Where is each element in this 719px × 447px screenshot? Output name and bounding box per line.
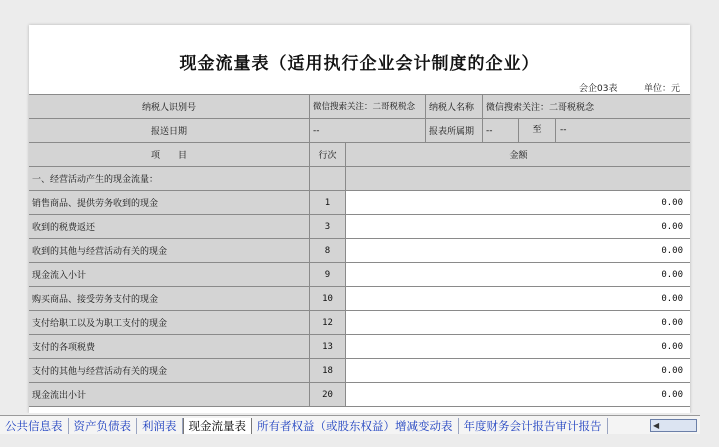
row-amount-cell	[346, 167, 691, 191]
sheet-tabs	[0, 415, 700, 434]
sheet-tab[interactable]: 利润表	[137, 418, 183, 434]
taxpayer-id-field[interactable]: 微信搜索关注：二哥税税念	[310, 95, 426, 119]
horizontal-scrollbar[interactable]	[650, 419, 697, 432]
item-column-header: 项 目	[29, 143, 310, 167]
period-label: 报表所属期	[426, 119, 483, 143]
row-item-label: 支付的其他与经营活动有关的现金	[29, 359, 310, 383]
row-item-label: 支付给职工以及为职工支付的现金	[29, 311, 310, 335]
scroll-left-icon[interactable]: ◀	[653, 421, 660, 430]
submit-date-label: 报送日期	[29, 119, 310, 143]
row-line-number: 20	[310, 383, 346, 407]
table-row	[29, 167, 690, 191]
row-amount-cell[interactable]: 0.00	[346, 359, 691, 383]
row-line-number: 13	[310, 335, 346, 359]
cash-flow-table	[29, 94, 690, 407]
report-title: 现金流量表（适用执行企业会计制度的企业）	[179, 54, 540, 74]
row-line-number	[310, 167, 346, 191]
taxpayer-id-label: 纳税人识别号	[29, 95, 310, 119]
row-line-number: 1	[310, 191, 346, 215]
row-line-number: 12	[310, 311, 346, 335]
row-item-label: 收到的税费返还	[29, 215, 310, 239]
submit-date-field[interactable]: --	[310, 119, 426, 143]
table-row	[29, 287, 690, 311]
spreadsheet-sheet	[29, 25, 690, 413]
amount-column-header: 金额	[346, 143, 691, 167]
row-amount-cell[interactable]: 0.00	[346, 239, 691, 263]
table-row	[29, 335, 690, 359]
sheet-tab[interactable]: 现金流量表	[183, 418, 253, 434]
period-to-label: 至	[519, 119, 556, 142]
form-code: 会企03表	[579, 84, 618, 94]
row-amount-cell[interactable]: 0.00	[346, 263, 691, 287]
row-item-label: 收到的其他与经营活动有关的现金	[29, 239, 310, 263]
table-row	[29, 383, 690, 407]
row-item-label: 现金流入小计	[29, 263, 310, 287]
sheet-tab[interactable]: 年度财务会计报告审计报告	[459, 418, 608, 434]
row-line-number: 18	[310, 359, 346, 383]
sheet-tab[interactable]: 资产负债表	[69, 418, 138, 434]
table-row	[29, 311, 690, 335]
table-row	[29, 191, 690, 215]
row-line-number: 3	[310, 215, 346, 239]
row-item-label: 现金流出小计	[29, 383, 310, 407]
table-row	[29, 359, 690, 383]
row-amount-cell[interactable]: 0.00	[346, 311, 691, 335]
taxpayer-name-label: 纳税人名称	[426, 95, 483, 119]
table-row	[29, 263, 690, 287]
period-from-field[interactable]: --	[483, 119, 519, 143]
taxpayer-name-field[interactable]: 微信搜索关注：二哥税税念	[483, 95, 690, 119]
row-item-label: 销售商品、提供劳务收到的现金	[29, 191, 310, 215]
row-item-label: 一、经营活动产生的现金流量：	[29, 167, 310, 191]
sheet-tab-bar	[0, 413, 719, 447]
table-row	[29, 215, 690, 239]
row-line-number: 10	[310, 287, 346, 311]
row-amount-cell[interactable]: 0.00	[346, 191, 691, 215]
line-column-header: 行次	[310, 143, 346, 167]
period-to-cell	[519, 119, 690, 143]
row-amount-cell[interactable]: 0.00	[346, 287, 691, 311]
period-to-field[interactable]: --	[560, 125, 567, 135]
row-amount-cell[interactable]: 0.00	[346, 215, 691, 239]
row-amount-cell[interactable]: 0.00	[346, 383, 691, 407]
sheet-tab[interactable]: 公共信息表	[0, 418, 69, 434]
sheet-tab[interactable]: 所有者权益（或股东权益）增减变动表	[252, 418, 459, 434]
row-item-label: 支付的各项税费	[29, 335, 310, 359]
row-line-number: 8	[310, 239, 346, 263]
row-amount-cell[interactable]: 0.00	[346, 335, 691, 359]
row-item-label: 购买商品、接受劳务支付的现金	[29, 287, 310, 311]
unit-label: 单位：元	[644, 84, 681, 94]
table-row	[29, 239, 690, 263]
row-line-number: 9	[310, 263, 346, 287]
